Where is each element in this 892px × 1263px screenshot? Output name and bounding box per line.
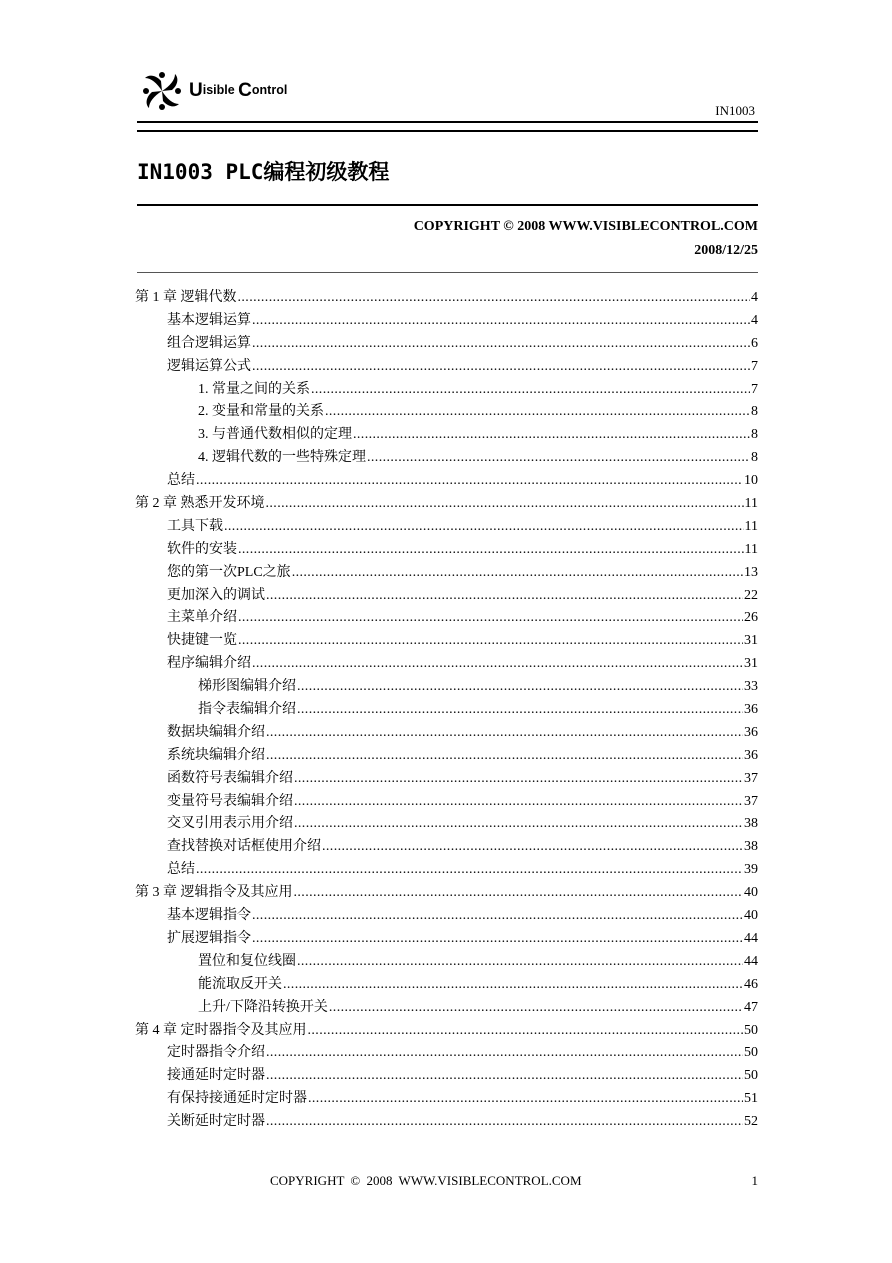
toc-entry-label: 上升/下降沿转换开关 bbox=[198, 999, 328, 1015]
document-date: 2008/12/25 bbox=[694, 243, 758, 258]
toc-entry-label: 基本逻辑运算 bbox=[167, 312, 251, 328]
toc-entry-page: 4 bbox=[751, 290, 758, 305]
toc-entry[interactable] bbox=[135, 974, 758, 997]
toc-entry-label: 主菜单介绍 bbox=[167, 610, 237, 626]
toc-entry-page: 10 bbox=[744, 473, 758, 489]
toc-leader-dots bbox=[266, 745, 743, 768]
toc-entry-label: 3. 与普通代数相似的定理 bbox=[198, 427, 352, 443]
toc-entry-label: 函数符号表编辑介绍 bbox=[167, 770, 293, 786]
toc-entry[interactable] bbox=[135, 562, 758, 585]
toc-entry[interactable] bbox=[135, 882, 758, 905]
toc-entry[interactable] bbox=[135, 630, 758, 653]
toc-entry-page: 8 bbox=[751, 427, 758, 443]
title-rule bbox=[137, 204, 758, 206]
toc-leader-dots bbox=[252, 653, 743, 676]
toc-leader-dots bbox=[325, 401, 750, 424]
toc-entry-label: 交叉引用表示用介绍 bbox=[167, 816, 293, 832]
toc-leader-dots bbox=[196, 470, 743, 493]
toc-entry-label: 查找替换对话框使用介绍 bbox=[167, 839, 321, 855]
toc-entry[interactable] bbox=[135, 539, 758, 562]
toc-entry-label: 接通延时定时器 bbox=[167, 1068, 265, 1084]
toc-entry[interactable] bbox=[135, 470, 758, 493]
toc-entry-page: 36 bbox=[744, 747, 758, 763]
toc-entry-label: 指令表编辑介绍 bbox=[198, 702, 296, 718]
toc-leader-dots bbox=[252, 310, 750, 333]
toc-entry[interactable] bbox=[135, 516, 758, 539]
toc-leader-dots bbox=[196, 859, 743, 882]
toc-entry-label: 扩展逻辑指令 bbox=[167, 930, 251, 946]
toc-entry-page: 22 bbox=[744, 587, 758, 603]
toc-entry-page: 31 bbox=[744, 633, 758, 649]
toc-leader-dots bbox=[294, 813, 743, 836]
toc-entry[interactable] bbox=[135, 745, 758, 768]
toc-entry[interactable] bbox=[135, 1111, 758, 1134]
toc-entry-page: 50 bbox=[744, 1068, 758, 1084]
toc-entry-page: 38 bbox=[744, 839, 758, 855]
document-title: IN1003 PLC编程初级教程 bbox=[137, 160, 390, 184]
toc-leader-dots bbox=[297, 699, 743, 722]
toc-entry[interactable] bbox=[135, 768, 758, 791]
toc-entry-page: 44 bbox=[744, 930, 758, 946]
toc-entry-label: 逻辑运算公式 bbox=[167, 358, 251, 374]
toc-entry-label: 变量符号表编辑介绍 bbox=[167, 793, 293, 809]
toc-leader-dots bbox=[252, 356, 750, 379]
toc-entry-page: 31 bbox=[744, 656, 758, 672]
toc-entry-label: 基本逻辑指令 bbox=[167, 908, 251, 924]
toc-leader-dots bbox=[238, 630, 743, 653]
toc-leader-dots bbox=[311, 379, 750, 402]
toc-entry-label: 工具下载 bbox=[167, 518, 223, 534]
toc-entry-page: 40 bbox=[744, 908, 758, 924]
header-rule-secondary bbox=[137, 130, 758, 132]
toc-entry-page: 13 bbox=[744, 564, 758, 580]
toc-entry[interactable] bbox=[135, 791, 758, 814]
toc-entry[interactable] bbox=[135, 653, 758, 676]
toc-entry-page: 47 bbox=[744, 999, 758, 1015]
toc-entry[interactable] bbox=[135, 1020, 758, 1043]
toc-entry-page: 44 bbox=[744, 953, 758, 969]
toc-entry-page: 11 bbox=[744, 541, 758, 557]
toc-entry[interactable] bbox=[135, 1088, 758, 1111]
toc-leader-dots bbox=[266, 1111, 743, 1134]
document-code: IN1003 bbox=[715, 103, 755, 118]
toc-entry-page: 7 bbox=[751, 381, 758, 397]
table-of-contents bbox=[135, 287, 758, 1134]
toc-entry-label: 第 1 章 逻辑代数 bbox=[135, 290, 237, 305]
toc-entry[interactable] bbox=[135, 356, 758, 379]
toc-leader-dots bbox=[294, 768, 743, 791]
toc-entry-page: 50 bbox=[744, 1045, 758, 1061]
toc-entry-page: 38 bbox=[744, 816, 758, 832]
toc-entry-page: 40 bbox=[744, 885, 758, 901]
toc-entry-label: 快捷键一览 bbox=[167, 633, 237, 649]
toc-leader-dots bbox=[238, 607, 743, 630]
toc-entry-label: 1. 常量之间的关系 bbox=[198, 381, 310, 397]
toc-entry-label: 能流取反开关 bbox=[198, 976, 282, 992]
logo-swirl-icon bbox=[137, 66, 187, 116]
toc-entry-page: 6 bbox=[751, 335, 758, 351]
toc-entry[interactable] bbox=[135, 676, 758, 699]
toc-entry[interactable] bbox=[135, 333, 758, 356]
toc-entry-label: 程序编辑介绍 bbox=[167, 656, 251, 672]
toc-entry-page: 11 bbox=[744, 518, 758, 534]
toc-entry-label: 第 4 章 定时器指令及其应用 bbox=[135, 1022, 307, 1038]
toc-entry-page: 51 bbox=[744, 1091, 758, 1107]
toc-leader-dots bbox=[252, 905, 743, 928]
toc-entry[interactable] bbox=[135, 447, 758, 470]
toc-leader-dots bbox=[224, 516, 744, 539]
toc-leader-dots bbox=[266, 1065, 743, 1088]
toc-leader-dots bbox=[294, 791, 743, 814]
toc-entry-label: 总结 bbox=[167, 862, 195, 878]
toc-entry[interactable] bbox=[135, 1065, 758, 1088]
toc-entry[interactable] bbox=[135, 813, 758, 836]
toc-entry[interactable] bbox=[135, 1042, 758, 1065]
toc-entry[interactable] bbox=[135, 905, 758, 928]
toc-entry-label: 组合逻辑运算 bbox=[167, 335, 251, 351]
toc-entry[interactable] bbox=[135, 997, 758, 1020]
copyright-line: COPYRIGHT © 2008 WWW.VISIBLECONTROL.COM bbox=[413, 219, 758, 234]
toc-separator bbox=[137, 272, 758, 273]
toc-entry-page: 8 bbox=[751, 450, 758, 466]
toc-entry-label: 软件的安装 bbox=[167, 541, 237, 557]
toc-leader-dots bbox=[297, 676, 743, 699]
toc-leader-dots bbox=[238, 287, 751, 310]
toc-entry-page: 50 bbox=[744, 1022, 758, 1038]
toc-entry[interactable] bbox=[135, 424, 758, 447]
toc-entry[interactable] bbox=[135, 310, 758, 333]
toc-entry-label: 4. 逻辑代数的一些特殊定理 bbox=[198, 450, 366, 466]
toc-entry-page: 46 bbox=[744, 976, 758, 992]
toc-entry-label: 关断延时定时器 bbox=[167, 1114, 265, 1130]
toc-entry[interactable] bbox=[135, 607, 758, 630]
toc-entry-label: 有保持接通延时定时器 bbox=[167, 1091, 307, 1107]
toc-leader-dots bbox=[353, 424, 750, 447]
toc-entry[interactable] bbox=[135, 836, 758, 859]
toc-entry-page: 26 bbox=[744, 610, 758, 626]
toc-entry-page: 33 bbox=[744, 679, 758, 695]
toc-entry-label: 总结 bbox=[167, 473, 195, 489]
toc-entry-label: 更加深入的调试 bbox=[167, 587, 265, 603]
toc-leader-dots bbox=[308, 1020, 744, 1043]
toc-leader-dots bbox=[266, 493, 744, 516]
toc-entry-page: 36 bbox=[744, 724, 758, 740]
toc-leader-dots bbox=[297, 951, 743, 974]
toc-entry[interactable] bbox=[135, 699, 758, 722]
toc-entry-page: 37 bbox=[744, 770, 758, 786]
toc-entry-label: 系统块编辑介绍 bbox=[167, 747, 265, 763]
toc-entry[interactable] bbox=[135, 928, 758, 951]
toc-entry[interactable] bbox=[135, 287, 758, 310]
toc-entry-label: 定时器指令介绍 bbox=[167, 1045, 265, 1061]
logo-wordmark: Uisible Control bbox=[189, 80, 288, 101]
toc-entry[interactable] bbox=[135, 585, 758, 608]
toc-leader-dots bbox=[308, 1088, 743, 1111]
toc-leader-dots bbox=[283, 974, 743, 997]
toc-entry-page: 7 bbox=[751, 358, 758, 374]
toc-leader-dots bbox=[252, 928, 743, 951]
toc-leader-dots bbox=[266, 585, 743, 608]
toc-leader-dots bbox=[238, 539, 744, 562]
toc-leader-dots bbox=[252, 333, 750, 356]
toc-leader-dots bbox=[266, 1042, 743, 1065]
toc-entry-label: 置位和复位线圈 bbox=[198, 953, 296, 969]
toc-entry-label: 2. 变量和常量的关系 bbox=[198, 404, 324, 420]
toc-entry-label: 第 3 章 逻辑指令及其应用 bbox=[135, 885, 293, 901]
toc-entry-page: 52 bbox=[744, 1114, 758, 1130]
page-number: 1 bbox=[751, 1173, 758, 1188]
toc-leader-dots bbox=[294, 882, 744, 905]
toc-leader-dots bbox=[322, 836, 743, 859]
toc-leader-dots bbox=[367, 447, 750, 470]
toc-entry-label: 梯形图编辑介绍 bbox=[198, 679, 296, 695]
toc-leader-dots bbox=[292, 562, 743, 585]
toc-entry[interactable] bbox=[135, 859, 758, 882]
toc-leader-dots bbox=[329, 997, 743, 1020]
toc-entry-page: 39 bbox=[744, 862, 758, 878]
toc-entry[interactable] bbox=[135, 951, 758, 974]
toc-leader-dots bbox=[266, 722, 743, 745]
toc-entry-page: 8 bbox=[751, 404, 758, 420]
toc-entry[interactable] bbox=[135, 379, 758, 402]
header-rule bbox=[137, 121, 758, 123]
toc-entry-label: 您的第一次PLC之旅 bbox=[167, 564, 291, 580]
toc-entry-page: 11 bbox=[744, 496, 758, 512]
company-logo bbox=[137, 66, 337, 116]
toc-entry-label: 数据块编辑介绍 bbox=[167, 724, 265, 740]
toc-entry[interactable] bbox=[135, 493, 758, 516]
toc-entry-page: 37 bbox=[744, 793, 758, 809]
toc-entry-page: 36 bbox=[744, 702, 758, 718]
toc-entry[interactable] bbox=[135, 722, 758, 745]
toc-entry-page: 4 bbox=[751, 312, 758, 328]
toc-entry[interactable] bbox=[135, 401, 758, 424]
toc-entry-label: 第 2 章 熟悉开发环境 bbox=[135, 496, 265, 512]
footer-copyright: COPYRIGHT © 2008 WWW.VISIBLECONTROL.COM bbox=[270, 1173, 582, 1188]
